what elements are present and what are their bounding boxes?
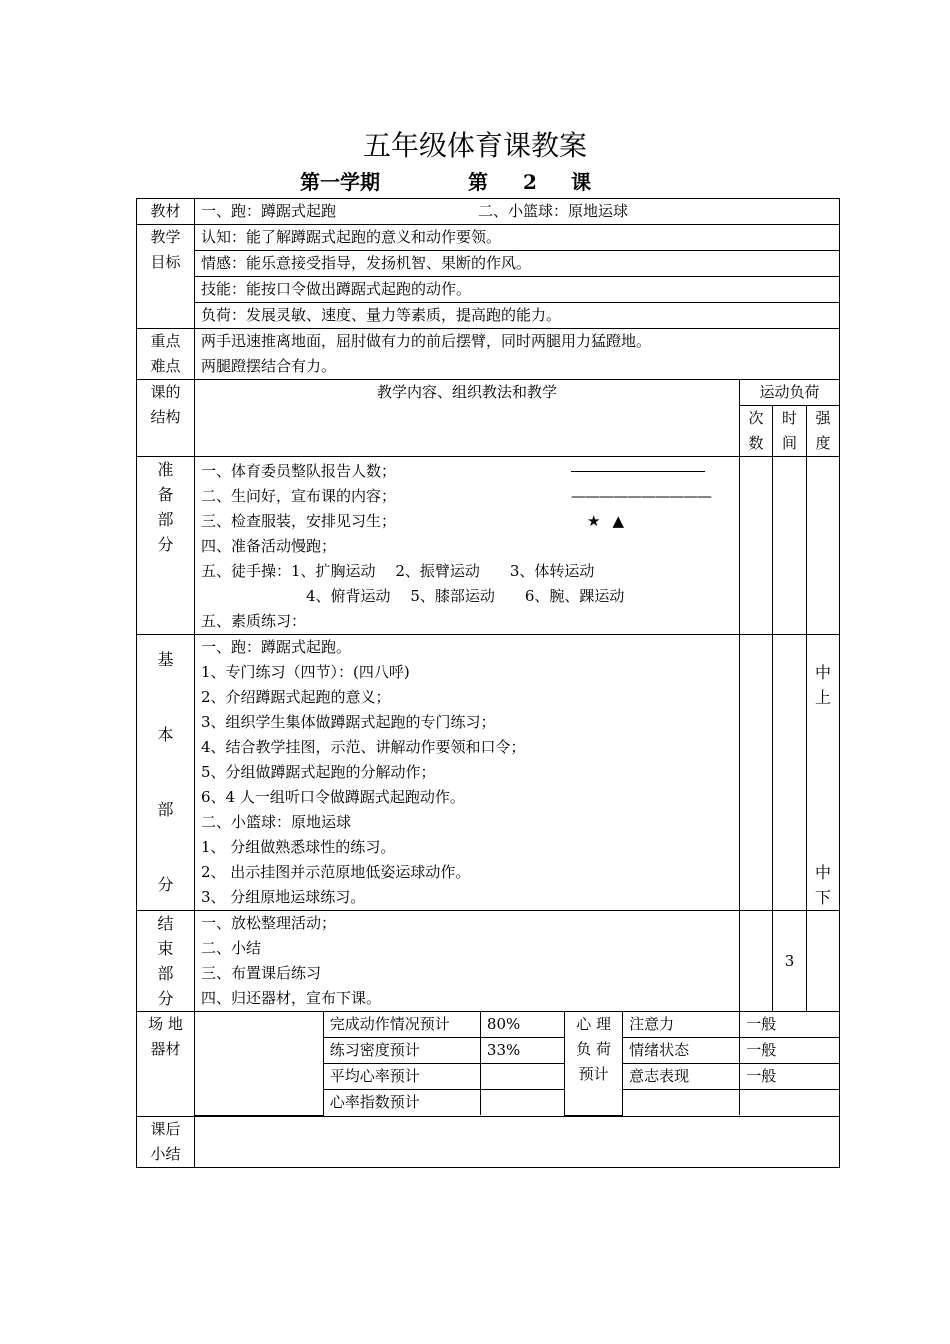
basic-label: 基 本 部 分 [137, 635, 195, 911]
material-label: 教材 [137, 199, 195, 225]
end-line: 二、小结 [201, 939, 262, 957]
basic-section-row [137, 635, 840, 911]
basic-line: 6、4 人一组听口令做蹲踞式起跑动作。 [201, 788, 465, 806]
basic-line: 1、专门练习（四节）：(四八呼) [201, 663, 410, 681]
basic-line: 2、 出示挂图并示范原地低姿运球动作。 [201, 863, 471, 881]
goals-list [195, 225, 839, 328]
goal-item: 负荷：发展灵敏、速度、量力等素质，提高跑的能力。 [195, 303, 839, 329]
psych-name: 意志表现 [623, 1064, 740, 1090]
page-title: 五年级体育课教案 [362, 129, 587, 162]
prep-count-cell [740, 457, 773, 635]
material-item-1: 一、跑：蹲踞式起跑 [201, 202, 337, 220]
end-line: 一、放松整理活动； [201, 914, 337, 932]
summary-row [137, 1116, 840, 1167]
venue-equipment-cell [195, 1012, 323, 1115]
goals-label: 教学 目标 [137, 225, 195, 329]
basic-line: 2、介绍蹲踞式起跑的意义； [201, 688, 391, 706]
prediction-name: 完成动作情况预计 [323, 1012, 480, 1038]
key-points-content [195, 329, 840, 380]
basic-line: 二、小篮球：原地运球 [201, 813, 352, 831]
prediction-value [480, 1064, 564, 1090]
psych-empty-value [740, 1090, 839, 1116]
material-content [195, 199, 840, 225]
lesson-number: 2 [523, 170, 537, 194]
lesson-plan-table [136, 198, 840, 1168]
summary-label: 课后 小结 [137, 1116, 195, 1167]
prediction-value [480, 1090, 564, 1116]
end-line: 四、归还器材，宣布下课。 [201, 989, 382, 1007]
prep-section-row [137, 457, 840, 635]
psych-value: 一般 [740, 1064, 839, 1090]
basic-line: 3、组织学生集体做蹲踞式起跑的专门练习； [201, 713, 496, 731]
prediction-value: 80% [480, 1012, 564, 1038]
prep-line: 4、俯背运动 5、膝部运动 6、腕、踝运动 [201, 587, 625, 605]
psych-name: 情绪状态 [623, 1038, 740, 1064]
psych-label: 心 理 负 荷 预计 [565, 1012, 623, 1115]
content-header: 教学内容、组织教法和教学 [195, 380, 740, 457]
key-point-line: 两手迅速推离地面，屈肘做有力的前后摆臂，同时两腿用力猛蹬地。 [201, 332, 652, 350]
signal-dashes: —————————— [571, 487, 711, 505]
semester-label: 第一学期 [300, 170, 380, 194]
prediction-name: 平均心率预计 [323, 1064, 480, 1090]
prep-line: 四、准备活动慢跑； [201, 537, 337, 555]
basic-line: 一、跑：蹲踞式起跑。 [201, 638, 352, 656]
end-content [195, 911, 740, 1012]
basic-intensity-cell: 中 上 中 下 [807, 635, 840, 911]
basic-line: 4、结合教学挂图，示范、讲解动作要领和口令； [201, 738, 526, 756]
material-item-2: 二、小篮球：原地运球 [478, 202, 629, 220]
key-points-label: 重点 难点 [137, 329, 195, 380]
basic-line: 1、 分组做熟悉球性的练习。 [201, 838, 396, 856]
count-header: 次 数 [740, 406, 773, 457]
psych-value: 一般 [740, 1012, 839, 1038]
structure-label: 课的 结构 [137, 380, 195, 457]
material-row [137, 199, 840, 225]
basic-line: 3、 分组原地运球练习。 [201, 888, 366, 906]
prep-content [195, 457, 740, 635]
prediction-table [195, 1012, 839, 1116]
goals-content [195, 225, 840, 329]
end-label: 结 束 部 分 [137, 911, 195, 1012]
venue-label: 场 地 器材 [137, 1012, 195, 1117]
goal-item: 认知：能了解蹲踞式起跑的意义和动作要领。 [195, 225, 839, 251]
psych-name: 注意力 [623, 1012, 740, 1038]
structure-header-row [137, 380, 840, 406]
end-time-cell: 3 [773, 911, 807, 1012]
lesson-prefix: 第 [468, 170, 488, 194]
prediction-name: 心率指数预计 [323, 1090, 480, 1116]
basic-time-cell [773, 635, 807, 911]
lesson-suffix: 课 [571, 170, 591, 194]
end-section-row [137, 911, 840, 1012]
prep-time-cell [773, 457, 807, 635]
summary-content [195, 1116, 840, 1167]
goal-item: 情感：能乐意接受指导，发扬机智、果断的作风。 [195, 251, 839, 277]
psych-empty-name [623, 1090, 740, 1116]
prep-line: 五、素质练习： [201, 612, 307, 630]
prediction-value: 33% [480, 1038, 564, 1064]
signal-underline [571, 459, 705, 472]
psych-value: 一般 [740, 1038, 839, 1064]
intensity-header: 强 度 [807, 406, 840, 457]
prep-line: 三、检查服装，安排见习生； ★ ▲ [201, 509, 733, 534]
prep-line: 二、生问好，宣布课的内容； —————————— [201, 487, 711, 505]
goal-item: 技能：能按口令做出蹲踞式起跑的动作。 [195, 277, 839, 303]
basic-count-cell [740, 635, 773, 911]
key-point-line: 两腿蹬摆结合有力。 [201, 357, 337, 375]
prep-line: 五、徒手操：1、扩胸运动 2、振臂运动 3、体转运动 [201, 562, 595, 580]
key-points-row [137, 329, 840, 380]
intensity-upper: 中 [815, 663, 832, 682]
venue-row [137, 1012, 840, 1117]
end-count-cell [740, 911, 773, 1012]
basic-line: 5、分组做蹲踞式起跑的分解动作； [201, 763, 436, 781]
triangle-icon: ▲ [612, 512, 624, 530]
star-icon: ★ [587, 512, 601, 530]
goals-row [137, 225, 840, 329]
prediction-name: 练习密度预计 [323, 1038, 480, 1064]
end-intensity-cell [807, 911, 840, 1012]
time-header: 时 间 [773, 406, 807, 457]
prep-label: 准 备 部 分 [137, 457, 195, 635]
lesson-subtitle [0, 168, 950, 196]
end-line: 三、布置课后练习 [201, 964, 322, 982]
basic-content [195, 635, 740, 911]
prep-intensity-cell [807, 457, 840, 635]
load-header: 运动负荷 [740, 380, 840, 406]
venue-content [195, 1012, 840, 1117]
intensity-lower: 中 [815, 863, 832, 882]
prep-line: 一、体育委员整队报告人数； [201, 459, 733, 484]
